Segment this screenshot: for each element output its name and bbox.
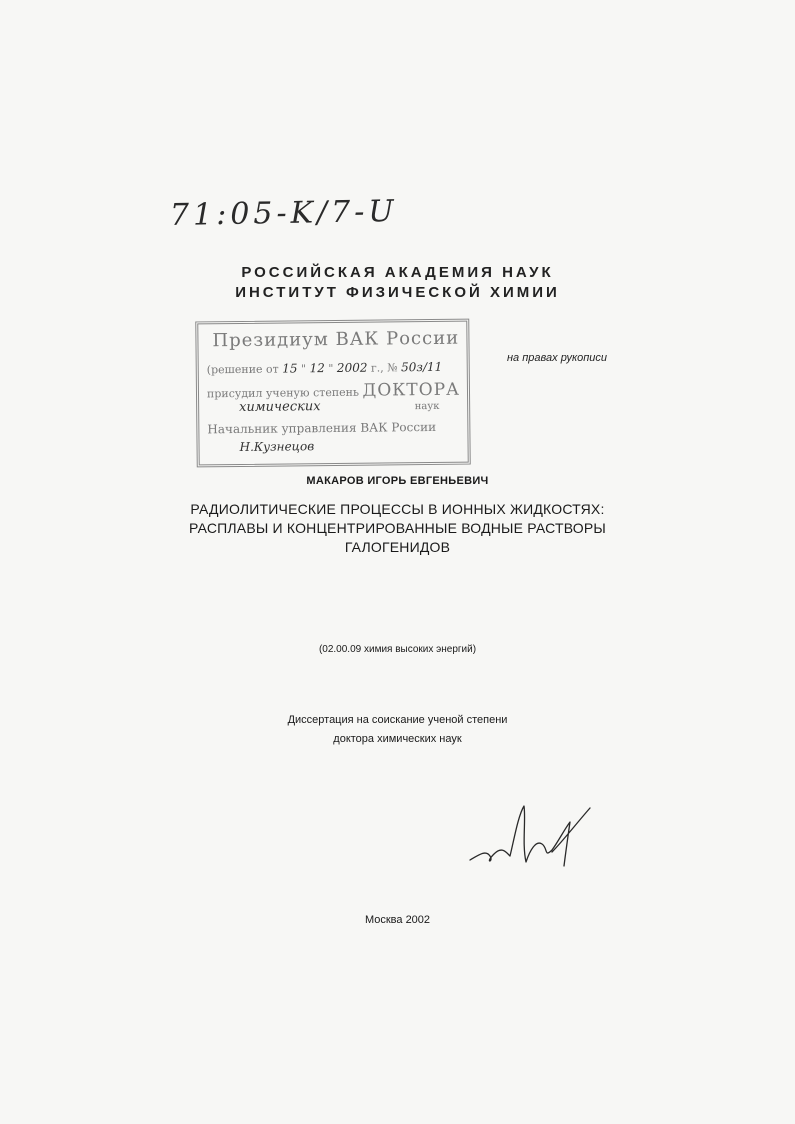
stamp-degree: ДОКТОРА — [362, 379, 461, 401]
handwritten-archive-code: 71:05-K/7-U — [169, 194, 398, 233]
organization-line-2: ИНСТИТУТ ФИЗИЧЕСКОЙ ХИМИИ — [235, 284, 560, 301]
degree-line-2: доктора химических наук — [333, 733, 462, 745]
stamp-month: 12 — [309, 361, 325, 376]
dissertation-title — [0, 500, 795, 557]
rights-note: на правах рукописи — [507, 352, 608, 364]
vak-approval-stamp — [195, 319, 471, 468]
title-line-3: ГАЛОГЕНИДОВ — [344, 539, 451, 555]
stamp-year: 2002 — [336, 360, 368, 375]
organization-line-1: РОССИЙСКАЯ АКАДЕМИЯ НАУК — [241, 264, 554, 281]
title-line-1: РАДИОЛИТИЧЕСКИЕ ПРОЦЕССЫ В ИОННЫХ ЖИДКОСТЯХ: — [190, 501, 605, 517]
specialty-code: (02.00.09 химия высоких энергий) — [318, 644, 477, 655]
stamp-head-label: Начальник управления ВАК России — [207, 419, 437, 437]
stamp-number: 50з/11 — [401, 359, 443, 375]
author-name: МАКАРОВ ИГОРЬ ЕВГЕНЬЕВИЧ — [306, 475, 489, 487]
title-line-2: РАСПЛАВЫ И КОНЦЕНТРИРОВАННЫЕ ВОДНЫЕ РАСТВОРЫ — [188, 520, 607, 536]
city-year: Москва 2002 — [364, 914, 431, 926]
stamp-day: 15 — [282, 361, 298, 376]
degree-line-1: Диссертация на соискание ученой степени — [287, 714, 508, 726]
author-signature — [466, 800, 596, 880]
stamp-degree-line: присудил ученую степень ДОКТОРА — [206, 379, 461, 401]
dissertation-degree — [0, 711, 795, 749]
stamp-signature-name: Н.Кузнецов — [239, 439, 315, 454]
stamp-science-line: химических наук — [239, 399, 440, 415]
stamp-decision-line: (решение от 15 " 12 " 2002 г., № 50з/11 — [206, 359, 443, 377]
stamp-title: Президиум ВАК России — [212, 327, 460, 352]
